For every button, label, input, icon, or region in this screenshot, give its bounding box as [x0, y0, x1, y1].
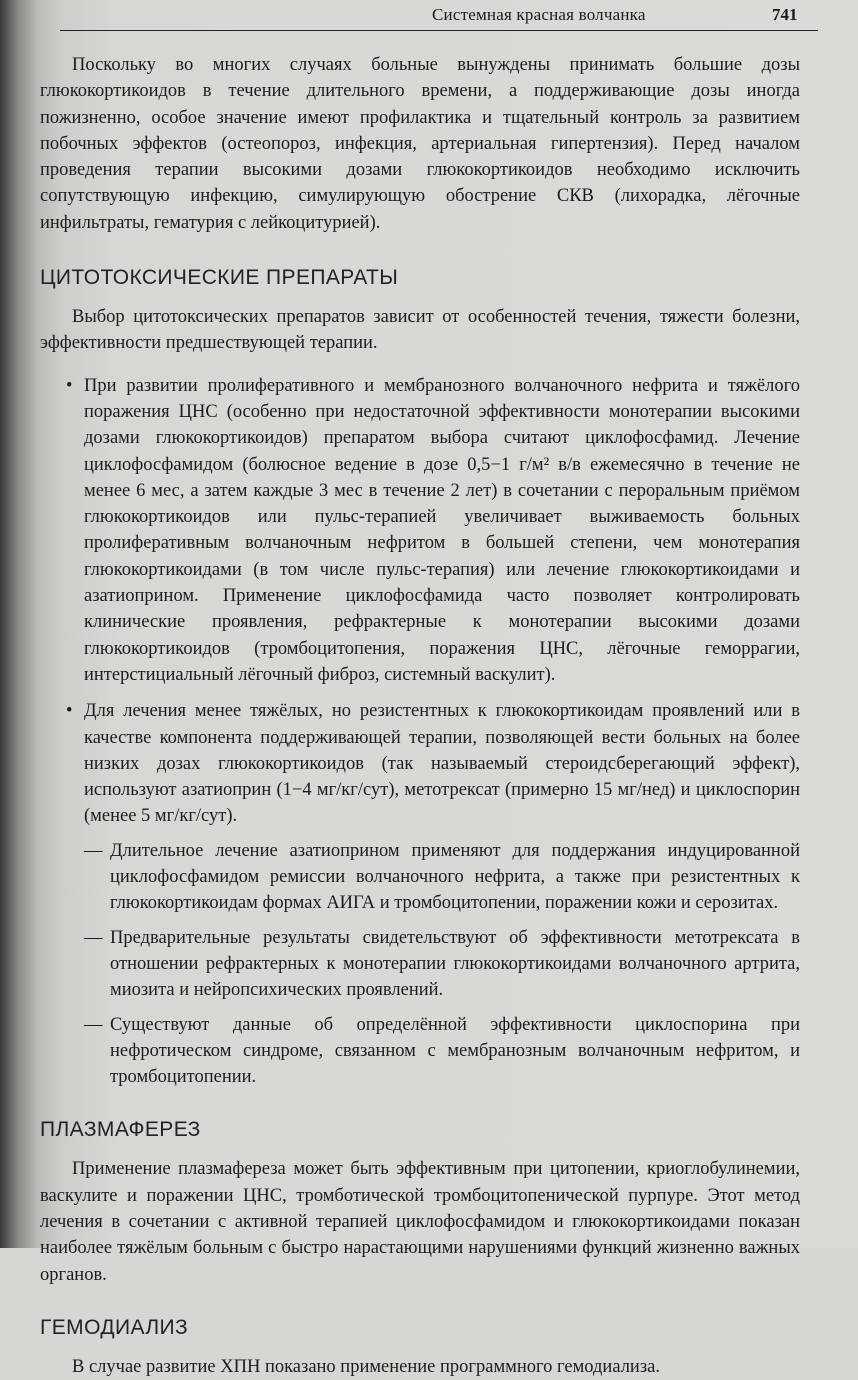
dash-text: Длительное лечение азатиоприном применяют для поддержания индуцированной циклофосфамидом ремиссии волчаночного нефрита, а также при резистентных к глюкокортикоидам формах АИГА и тромбоцитопении, поражении кожи и серозитах. [110, 840, 800, 914]
dash-item-cyclosporine [40, 1012, 800, 1091]
dash-text: Предварительные результаты свидетельствуют об эффективности метотрексата в отношении рефрактерных к монотерапии глюкокортикоидами волчаночного артрита, миозита и нейропсихических проявлений. [110, 927, 800, 1001]
page-content [40, 52, 800, 1380]
section-heading-hemodialysis: ГЕМОДИАЛИЗ [40, 1315, 189, 1339]
plasmapheresis-paragraph: Применение плазмафереза может быть эффективным при цитопении, криоглобулинемии, васкулите и поражении ЦНС, тромботической тромбоцитопенической пурпуре. Этот метод лечения в сочетании с активной терапией циклофосфамидом и глюкокортикоидами показан наиболее тяжёлым больным с быстро нарастающими нарушениями функций жизненно важных органов. [40, 1159, 800, 1285]
header-rule [60, 30, 818, 31]
bullet-item-cyclophosphamide [40, 373, 800, 689]
intro-paragraph: Поскольку во многих случаях больные вынуждены принимать большие дозы глюкокортикоидов в течение длительного времени, а поддерживающие дозы иногда пожизненно, особое значение имеют профилактика и тщательный контроль за развитием побочных эффектов (остеопороз, инфекция, артериальная гипертензия). Перед началом проведения терапии высокими дозами глюкокортикоидов необходимо исключить сопутствующую инфекцию, симулирующую обострение СКВ (лихорадка, лёгочные инфильтраты, гематурия с лейкоцитурией). [40, 55, 800, 233]
cytotoxic-lead-paragraph: Выбор цитотоксических препаратов зависит от особенностей течения, тяжести болезни, эффективности предшествующей терапии. [40, 307, 800, 354]
bullet-mark: • [66, 375, 73, 396]
bullet-text: Для лечения менее тяжёлых, но резистентных к глюкокортикоидам проявлений или в качестве компонента поддерживающей терапии, позволяющей вести больных на более низких дозах глюкокортикоидов (так называемый стероидсберегающий эффект), используют азатиоприн (1−4 мг/кг/сут), метотрексат (примерно 15 мг/нед) и циклоспорин (менее 5 мг/кг/сут). [84, 701, 800, 827]
bullet-text: При развитии пролиферативного и мембранозного волчаночного нефрита и тяжёлого поражения ЦНС (особенно при недостаточной эффективности монотерапии высокими дозами глюкокортикоидов) препаратом выбора считают циклофосфамид. Лечение циклофосфамидом (болюсное ведение в дозе 0,5−1 г/м² в/в ежемесячно в течение не менее 6 мес, а затем каждые 3 мес в течение 2 лет) в сочетании с пероральным приёмом глюкокортикоидов или пульс-терапией увеличивает выживаемость больных пролиферативным волчаночным нефритом в большей степени, чем монотерапия глюкокортикоидами (в том числе пульс-терапия) или лечение глюкокортикоидами и азатиоприном. Применение циклофосфамида часто позволяет контролировать клинические проявления, рефрактерные к монотерапии высокими дозами глюкокортикоидов (тромбоцитопения, поражения ЦНС, лёгочные геморрагии, интерстициальный лёгочный фиброз, системный васкулит). [84, 375, 800, 685]
section-heading-cytotoxic: ЦИТОТОКСИЧЕСКИЕ ПРЕПАРАТЫ [40, 266, 399, 290]
dash-item-azathioprine [40, 838, 800, 917]
page-header [0, 0, 858, 30]
page-number: 741 [772, 5, 798, 24]
running-title: Системная красная волчанка [432, 5, 646, 24]
bullet-item-steroid-sparing [40, 698, 800, 829]
dash-text: Существуют данные об определённой эффективности циклоспорина при нефротическом синдроме, связанном с мембранозным волчаночным нефритом, и тромбоцитопении. [110, 1014, 800, 1088]
hemodialysis-paragraph: В случае развитие ХПН показано применение программного гемодиализа. [72, 1356, 660, 1377]
dash-mark: — [84, 840, 103, 861]
section-heading-plasmapheresis: ПЛАЗМАФЕРЕЗ [40, 1118, 201, 1142]
cytotoxic-bullet-list [40, 373, 800, 1091]
dash-mark: — [84, 927, 103, 948]
dash-mark: — [84, 1014, 103, 1035]
dash-item-methotrexate [40, 925, 800, 1004]
bullet-mark: • [66, 701, 73, 722]
